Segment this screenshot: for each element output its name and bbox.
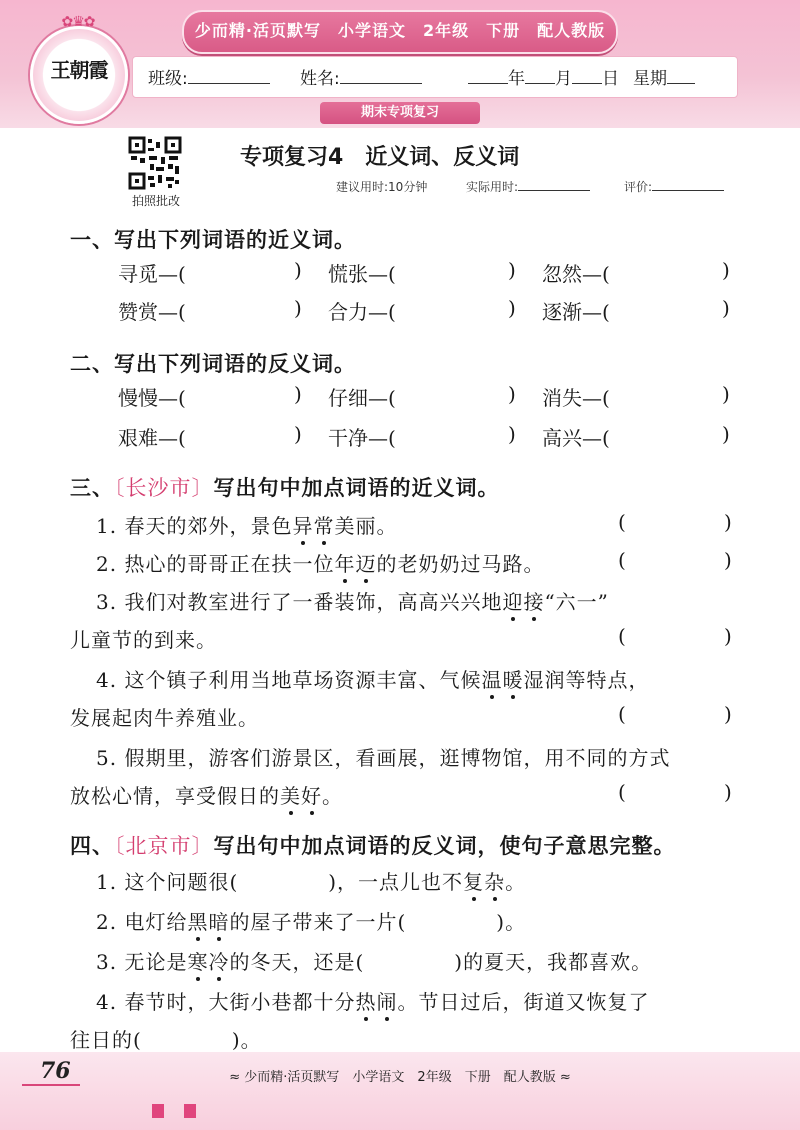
crown-icon: ✿♛✿ <box>61 14 95 30</box>
rating-label: 评价: <box>624 180 653 194</box>
q3-s1-dotted-1: 异 <box>292 510 313 539</box>
q4-s4-dotted-1: 热 <box>355 986 376 1015</box>
q2-item-3: 消失—( <box>542 386 610 410</box>
q3-s2-answer-open[interactable]: ( <box>618 548 626 572</box>
name-label: 姓名: <box>300 69 340 89</box>
q1-item-2-close[interactable]: ) <box>508 258 516 282</box>
q2-item-1: 慢慢—( <box>118 386 186 410</box>
q4-s1-dotted-1: 复 <box>463 866 484 895</box>
qr-code-icon[interactable] <box>128 136 182 190</box>
q2-item-6-close[interactable]: ) <box>722 422 730 446</box>
logo-text: 王朝霞 <box>50 58 108 82</box>
q3-s2-dotted-1: 年 <box>334 548 355 577</box>
q4-s2-dotted-2: 暗 <box>208 906 229 935</box>
section-tab: 期末专项复习 <box>320 102 480 124</box>
q3-s3-text-end: “六一” <box>544 590 609 614</box>
q4-s4-text-end: 。节日过后，街道又恢复了 <box>397 990 650 1014</box>
q3-s5-dotted-2: 好 <box>301 780 322 809</box>
q4-heading <box>70 830 676 860</box>
day-blank[interactable] <box>572 69 602 84</box>
q2-item-4-close[interactable]: ) <box>294 422 302 446</box>
q3-region-tag: 〔长沙市〕 <box>114 476 214 500</box>
suggested-time: 建议用时:10分钟 <box>336 180 428 194</box>
q3-s4-answer-open[interactable]: ( <box>618 702 626 726</box>
q3-s3-text: 3. 我们对教室进行了一番装饰，高高兴兴地 <box>96 590 503 614</box>
q3-s4-dotted-2: 暖 <box>502 664 523 693</box>
date-field[interactable] <box>468 64 695 89</box>
q1-heading: 一、写出下列词语的近义词。 <box>70 228 356 252</box>
actual-time-field[interactable] <box>466 178 590 195</box>
q3-s2-text-end: 的老奶奶过马路。 <box>376 552 545 576</box>
q4-s4-cont-text: 往日的( <box>70 1028 142 1052</box>
q4-sentence-1 <box>96 866 526 895</box>
q1-item-6: 逐渐—( <box>542 300 610 324</box>
q4-sentence-4 <box>96 986 649 1015</box>
q4-s4-cont-end: )。 <box>231 1028 262 1052</box>
q2-item-1-close[interactable]: ) <box>294 382 302 406</box>
year-blank[interactable] <box>468 69 508 84</box>
footer-text: ≈ 少而精·活页默写 小学语文 2年级 下册 配人教版 ≈ <box>229 1070 571 1085</box>
page-number: 76 <box>40 1058 71 1084</box>
q4-prefix: 四、 <box>70 834 114 858</box>
q4-s2-text-end: )。 <box>496 910 527 934</box>
q4-s3-dotted-1: 寒 <box>187 946 208 975</box>
q3-s1-answer-close[interactable]: ) <box>724 510 732 534</box>
q1-item-5: 合力—( <box>328 300 396 324</box>
q1-item-1: 寻觅—( <box>118 262 186 286</box>
q3-s1-dotted-2: 常 <box>313 510 334 539</box>
q1-item-4-close[interactable]: ) <box>294 296 302 320</box>
q4-s4-text: 4. 春节时，大街小巷都十分 <box>96 990 356 1014</box>
q4-s3-dotted-2: 冷 <box>208 946 229 975</box>
q3-s5-answer-close[interactable]: ) <box>724 780 732 804</box>
q3-s3-answer-close[interactable]: ) <box>724 624 732 648</box>
q3-sentence-5-cont <box>70 780 343 809</box>
q4-s3-text-mid: 的冬天，还是( <box>229 950 365 974</box>
q4-s2-text: 2. 电灯给 <box>96 910 188 934</box>
actual-time-label: 实际用时: <box>466 180 519 194</box>
q1-item-1-close[interactable]: ) <box>294 258 302 282</box>
q3-s2-text: 2. 热心的哥哥正在扶一位 <box>96 552 335 576</box>
q4-s1-dotted-2: 杂 <box>484 866 505 895</box>
q3-sentence-3-cont: 儿童节的到来。 <box>70 628 217 652</box>
q3-sentence-4 <box>96 664 649 693</box>
month-blank[interactable] <box>525 69 555 84</box>
q2-item-5-close[interactable]: ) <box>508 422 516 446</box>
q4-region-tag: 〔北京市〕 <box>114 834 214 858</box>
q4-s1-text-end: 。 <box>505 870 527 894</box>
year-label: 年 <box>508 69 525 89</box>
q1-item-5-close[interactable]: ) <box>508 296 516 320</box>
q4-s1-text: 1. 这个问题很( <box>96 870 239 894</box>
month-label: 月 <box>555 69 572 89</box>
q3-sentence-1 <box>96 510 397 539</box>
q2-item-2: 仔细—( <box>328 386 396 410</box>
q4-sentence-3 <box>96 946 652 975</box>
weekday-label: 星期 <box>633 69 667 89</box>
q2-item-2-close[interactable]: ) <box>508 382 516 406</box>
q3-prefix: 三、 <box>70 476 114 500</box>
rating-field[interactable] <box>624 178 724 195</box>
q3-s1-text-end: 美丽。 <box>334 514 398 538</box>
q3-s3-dotted-2: 接 <box>523 586 544 615</box>
day-label: 日 <box>602 69 619 89</box>
footer-band <box>0 1052 800 1130</box>
class-label: 班级: <box>148 69 188 89</box>
q1-item-4: 赞赏—( <box>118 300 186 324</box>
q3-s5-answer-open[interactable]: ( <box>618 780 626 804</box>
q3-s3-answer-open[interactable]: ( <box>618 624 626 648</box>
q3-s5-dotted-1: 美 <box>280 780 301 809</box>
class-blank[interactable] <box>188 69 270 84</box>
q4-sentence-4-cont <box>70 1024 262 1053</box>
q3-s2-dotted-2: 迈 <box>355 548 376 577</box>
q3-s4-text: 4. 这个镇子利用当地草场资源丰富、气候 <box>96 668 482 692</box>
q1-item-3: 忽然—( <box>542 262 610 286</box>
q2-item-3-close[interactable]: ) <box>722 382 730 406</box>
q4-s1-text-mid: )，一点儿也不 <box>328 870 464 894</box>
name-blank[interactable] <box>340 69 422 84</box>
q4-sentence-2 <box>96 906 526 935</box>
q3-s3-dotted-1: 迎 <box>502 586 523 615</box>
q3-sentence-4-cont: 发展起肉牛养殖业。 <box>70 706 259 730</box>
q3-heading-text: 写出句中加点词语的近义词。 <box>213 476 500 500</box>
weekday-blank[interactable] <box>667 69 695 84</box>
q2-item-5: 干净—( <box>328 426 396 450</box>
q3-s4-dotted-1: 温 <box>481 664 502 693</box>
q2-heading: 二、写出下列词语的反义词。 <box>70 352 356 376</box>
q3-s4-answer-close[interactable]: ) <box>724 702 732 726</box>
q1-item-2: 慌张—( <box>328 262 396 286</box>
q3-s1-text: 1. 春天的郊外，景色 <box>96 514 293 538</box>
q4-s3-text-end: )的夏天，我都喜欢。 <box>454 950 653 974</box>
q3-s5-text-end: 。 <box>322 784 343 808</box>
q4-heading-text: 写出句中加点词语的反义词，使句子意思完整。 <box>213 834 676 858</box>
q1-item-6-close[interactable]: ) <box>722 296 730 320</box>
qr-label: 拍照批改 <box>131 194 180 208</box>
q3-s5-text: 放松心情，享受假日的 <box>70 784 280 808</box>
q4-s4-dotted-2: 闹 <box>376 986 397 1015</box>
q2-item-6: 高兴—( <box>542 426 610 450</box>
q3-s2-answer-close[interactable]: ) <box>724 548 732 572</box>
q3-s1-answer-open[interactable]: ( <box>618 510 626 534</box>
class-field[interactable] <box>148 64 270 89</box>
q3-heading <box>70 472 500 502</box>
q3-s4-text-end: 湿润等特点， <box>523 668 650 692</box>
q2-item-4: 艰难—( <box>118 426 186 450</box>
q4-s2-dotted-1: 黑 <box>187 906 208 935</box>
name-field[interactable] <box>300 64 422 89</box>
rating-blank[interactable] <box>652 179 724 191</box>
q3-sentence-2 <box>96 548 544 577</box>
q1-item-3-close[interactable]: ) <box>722 258 730 282</box>
actual-time-blank[interactable] <box>518 179 590 191</box>
series-title: 少而精·活页默写 小学语文 2年级 下册 配人教版 <box>194 21 606 40</box>
q3-sentence-3 <box>96 586 609 615</box>
q3-sentence-5: 5. 假期里，游客们游景区，看画展，逛博物馆，用不同的方式 <box>96 746 671 770</box>
page-title: 专项复习4 近义词、反义词 <box>240 145 520 170</box>
q4-s2-text-mid: 的屋子带来了一片( <box>229 910 407 934</box>
footer-mark-1 <box>152 1104 164 1118</box>
q4-s3-text: 3. 无论是 <box>96 950 188 974</box>
footer-mark-2 <box>184 1104 196 1118</box>
